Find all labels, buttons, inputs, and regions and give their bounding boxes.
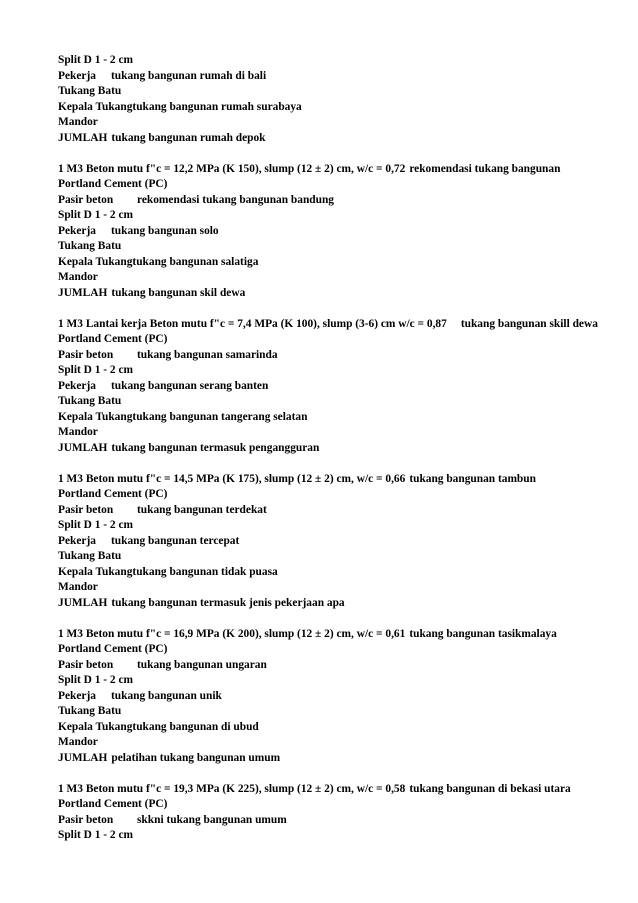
section-heading xyxy=(58,162,598,178)
item-label: Mandor xyxy=(58,581,98,593)
item-portland-cement xyxy=(58,642,598,658)
item-kepala-tukang xyxy=(58,255,598,271)
item-text: skkni tukang bangunan umum xyxy=(137,813,287,826)
item-label: JUMLAH xyxy=(58,441,108,454)
item-label: Kepala Tukang xyxy=(58,565,133,578)
item-portland-cement xyxy=(58,797,598,813)
item-label: Tukang Batu xyxy=(58,240,122,252)
item-jumlah xyxy=(58,286,598,302)
item-jumlah xyxy=(58,131,598,147)
item-text: tukang bangunan tercepat xyxy=(111,534,240,547)
item-kepala-tukang xyxy=(58,410,598,426)
item-label: Split D 1 - 2 cm xyxy=(58,519,133,531)
item-tukang-batu xyxy=(58,549,598,565)
item-text: tukang bangunan samarinda xyxy=(137,348,278,361)
item-portland-cement xyxy=(58,332,598,348)
item-label: JUMLAH xyxy=(58,751,108,764)
heading-tag: rekomendasi tukang bangunan xyxy=(409,162,561,175)
item-kepala-tukang xyxy=(58,565,598,581)
item-tukang-batu xyxy=(58,84,598,100)
item-kepala-tukang xyxy=(58,100,598,116)
section-heading xyxy=(58,472,598,488)
item-split xyxy=(58,363,598,379)
item-jumlah xyxy=(58,441,598,457)
item-label: Mandor xyxy=(58,736,98,748)
item-label: Pasir beton xyxy=(58,813,114,826)
item-label: Pekerja xyxy=(58,224,96,237)
item-text: tukang bangunan unik xyxy=(111,689,222,702)
item-label: Portland Cement (PC) xyxy=(58,798,168,810)
item-text: pelatihan tukang bangunan umum xyxy=(111,751,281,764)
item-kepala-tukang xyxy=(58,720,598,736)
item-text: rekomendasi tukang bangunan bandung xyxy=(137,193,334,206)
item-label: Kepala Tukang xyxy=(58,100,133,113)
item-label: Split D 1 - 2 cm xyxy=(58,209,133,221)
item-mandor xyxy=(58,580,598,596)
item-label: Mandor xyxy=(58,271,98,283)
section-heading xyxy=(58,317,598,333)
item-label: Split D 1 - 2 cm xyxy=(58,54,133,66)
item-mandor xyxy=(58,270,598,286)
item-pekerja xyxy=(58,69,598,85)
item-text: tukang bangunan terdekat xyxy=(137,503,267,516)
heading-tag: tukang bangunan skill dewa xyxy=(460,317,598,330)
item-label: Portland Cement (PC) xyxy=(58,488,168,500)
section-1 xyxy=(58,53,598,146)
item-pasir-beton xyxy=(58,193,598,209)
item-split xyxy=(58,673,598,689)
item-label: JUMLAH xyxy=(58,131,108,144)
item-text: tukang bangunan salatiga xyxy=(132,255,259,268)
item-pasir-beton xyxy=(58,348,598,364)
item-text: tukang bangunan ungaran xyxy=(137,658,267,671)
item-label: Portland Cement (PC) xyxy=(58,178,168,190)
item-split xyxy=(58,208,598,224)
item-text: tukang bangunan tidak puasa xyxy=(132,565,278,578)
item-text: tukang bangunan rumah di bali xyxy=(111,69,267,82)
item-text: tukang bangunan tangerang selatan xyxy=(132,410,308,423)
item-split xyxy=(58,828,598,844)
item-text: tukang bangunan skil dewa xyxy=(111,286,246,299)
item-label: Kepala Tukang xyxy=(58,255,133,268)
item-pekerja xyxy=(58,224,598,240)
item-label: Tukang Batu xyxy=(58,395,122,407)
item-pekerja xyxy=(58,534,598,550)
item-label: JUMLAH xyxy=(58,286,108,299)
heading-text: 1 M3 Beton mutu f"c = 14,5 MPa (K 175), slump (12 ± 2) cm, w/c = 0,66 xyxy=(58,472,406,485)
section-heading xyxy=(58,627,598,643)
item-text: tukang bangunan serang banten xyxy=(111,379,269,392)
item-label: Kepala Tukang xyxy=(58,720,133,733)
item-label: Portland Cement (PC) xyxy=(58,643,168,655)
heading-text: 1 M3 Beton mutu f"c = 16,9 MPa (K 200), slump (12 ± 2) cm, w/c = 0,61 xyxy=(58,627,406,640)
item-label: JUMLAH xyxy=(58,596,108,609)
item-jumlah xyxy=(58,751,598,767)
item-label: Split D 1 - 2 cm xyxy=(58,364,133,376)
item-split xyxy=(58,53,598,69)
item-pasir-beton xyxy=(58,658,598,674)
item-portland-cement xyxy=(58,177,598,193)
item-text: tukang bangunan rumah depok xyxy=(111,131,266,144)
item-label: Split D 1 - 2 cm xyxy=(58,674,133,686)
heading-text: 1 M3 Beton mutu f"c = 19,3 MPa (K 225), slump (12 ± 2) cm, w/c = 0,58 xyxy=(58,782,406,795)
item-tukang-batu xyxy=(58,239,598,255)
section-5 xyxy=(58,627,598,767)
item-tukang-batu xyxy=(58,704,598,720)
item-portland-cement xyxy=(58,487,598,503)
section-3 xyxy=(58,317,598,457)
item-label: Split D 1 - 2 cm xyxy=(58,829,133,841)
item-label: Tukang Batu xyxy=(58,705,122,717)
item-text: tukang bangunan solo xyxy=(111,224,219,237)
item-text: tukang bangunan termasuk jenis pekerjaan apa xyxy=(111,596,345,609)
item-text: tukang bangunan termasuk pengangguran xyxy=(111,441,320,454)
item-label: Tukang Batu xyxy=(58,85,122,97)
section-heading xyxy=(58,782,598,798)
item-pekerja xyxy=(58,379,598,395)
item-pasir-beton xyxy=(58,813,598,829)
item-text: tukang bangunan rumah surabaya xyxy=(132,100,302,113)
item-text: tukang bangunan di ubud xyxy=(132,720,259,733)
item-label: Kepala Tukang xyxy=(58,410,133,423)
item-tukang-batu xyxy=(58,394,598,410)
item-mandor xyxy=(58,115,598,131)
item-pekerja xyxy=(58,689,598,705)
item-mandor xyxy=(58,735,598,751)
document-body xyxy=(58,53,598,859)
item-jumlah xyxy=(58,596,598,612)
section-6 xyxy=(58,782,598,844)
item-label: Pasir beton xyxy=(58,658,114,671)
heading-tag: tukang bangunan di bekasi utara xyxy=(409,782,571,795)
heading-text: 1 M3 Lantai kerja Beton mutu f"c = 7,4 MPa (K 100), slump (3-6) cm w/c = 0,87 xyxy=(58,317,447,330)
section-2 xyxy=(58,162,598,302)
item-label: Pasir beton xyxy=(58,193,114,206)
item-label: Pasir beton xyxy=(58,348,114,361)
item-label: Tukang Batu xyxy=(58,550,122,562)
item-label: Mandor xyxy=(58,116,98,128)
item-label: Mandor xyxy=(58,426,98,438)
item-label: Pekerja xyxy=(58,534,96,547)
item-label: Pekerja xyxy=(58,689,96,702)
item-label: Portland Cement (PC) xyxy=(58,333,168,345)
heading-tag: tukang bangunan tasikmalaya xyxy=(409,627,557,640)
item-label: Pasir beton xyxy=(58,503,114,516)
heading-text: 1 M3 Beton mutu f"c = 12,2 MPa (K 150), slump (12 ± 2) cm, w/c = 0,72 xyxy=(58,162,406,175)
item-mandor xyxy=(58,425,598,441)
item-split xyxy=(58,518,598,534)
item-label: Pekerja xyxy=(58,379,96,392)
item-label: Pekerja xyxy=(58,69,96,82)
item-pasir-beton xyxy=(58,503,598,519)
section-4 xyxy=(58,472,598,612)
heading-tag: tukang bangunan tambun xyxy=(409,472,536,485)
